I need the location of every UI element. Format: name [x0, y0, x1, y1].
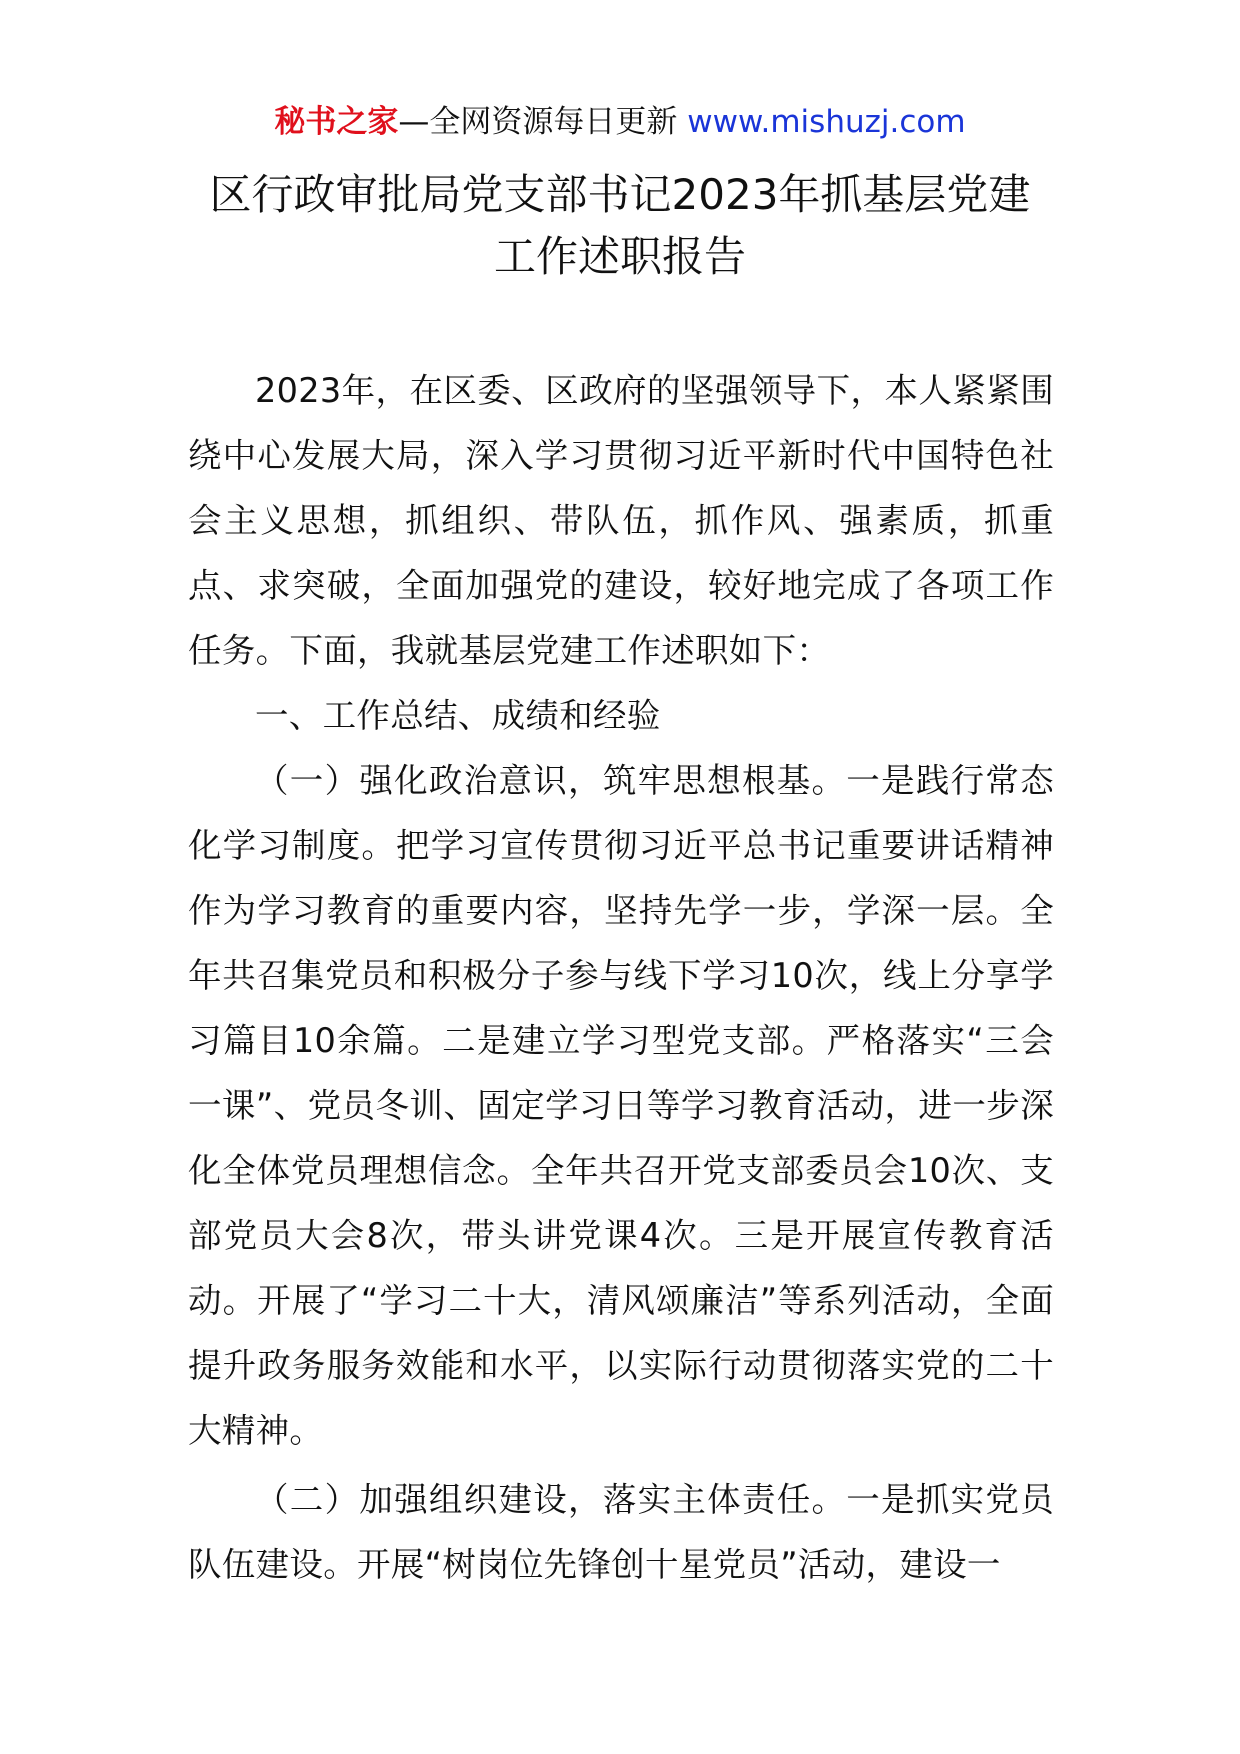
site-url-link[interactable]: www.mishuzj.com: [687, 104, 966, 140]
intro-paragraph: 2023年，在区委、区政府的坚强领导下，本人紧紧围绕中心发展大局，深入学习贯彻习近平新时代中国特色社会主义思想，抓组织、带队伍，抓作风、强素质，抓重点、求突破，全面加强党的建设，较好地完成了各项工作任务。下面，我就基层党建工作述职如下：: [188, 371, 1054, 670]
section-heading-1: 一、工作总结、成绩和经验: [255, 696, 661, 735]
subsection-paragraph-2: （二）加强组织建设，落实主体责任。一是抓实党员队伍建设。开展“树岗位先锋创十星党员”活动，建设一: [188, 1480, 1054, 1584]
document-title-line-1: 区行政审批局党支部书记2023年抓基层党建: [209, 170, 1031, 219]
document-body: [188, 358, 1054, 1597]
subsection-paragraph-1: （一）强化政治意识，筑牢思想根基。一是践行常态化学习制度。把学习宣传贯彻习近平总书记重要讲话精神作为学习教育的重要内容，坚持先学一步，学深一层。全年共召集党员和积极分子参与线下学习10次，线上分享学习篇目10余篇。二是建立学习型党支部。严格落实“三会一课”、党员冬训、固定学习日等学习教育活动，进一步深化全体党员理想信念。全年共召开党支部委员会10次、支部党员大会8次，带头讲党课4次。三是开展宣传教育活动。开展了“学习二十大，清风颂廉洁”等系列活动，全面提升政务服务效能和水平，以实际行动贯彻落实党的二十大精神。: [188, 761, 1054, 1450]
site-brand: 秘书之家: [274, 104, 399, 140]
document-title-line-2: 工作述职报告: [493, 232, 746, 281]
site-header: [0, 100, 1240, 144]
document-title: [150, 164, 1090, 288]
site-tagline: —全网资源每日更新: [398, 104, 688, 140]
